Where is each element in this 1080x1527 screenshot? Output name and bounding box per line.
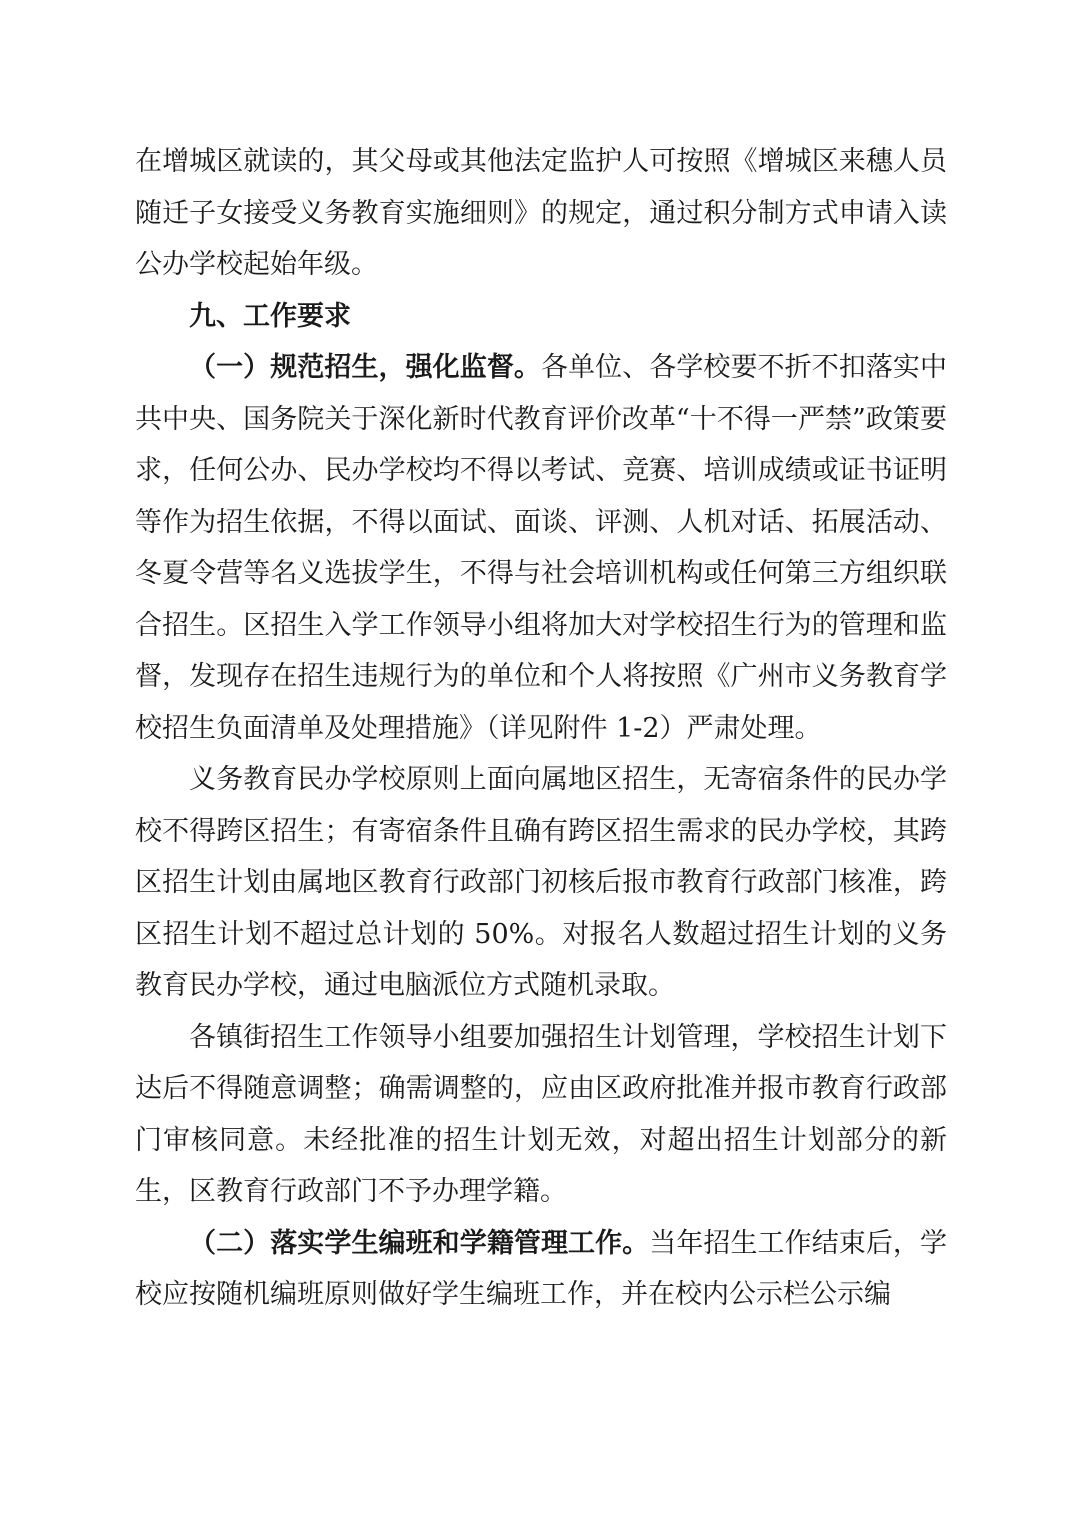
paragraph-class-assignment	[135, 1218, 947, 1321]
paragraph-body-class-assignment: 当年招生工作结束后，学校应按随机编班原则做好学生编班工作，并在校内公示栏公示编	[135, 1227, 948, 1310]
paragraph-body-regulate-enrollment: 各单位、各学校要不折不扣落实中共中央、国务院关于深化新时代教育评价改革“十不得一严禁”政策要求，任何公办、民办学校均不得以考试、竞赛、培训成绩或证书证明等作为招生依据，不得以面试、面谈、评测、人机对话、拓展活动、冬夏令营等名义选拔学生，不得与社会培训机构或任何第三方组织联合招生。区招生入学工作领导小组将加大对学校招生行为的管理和监督，发现存在招生违规行为的单位和个人将按照《广州市义务教育学校招生负面清单及处理措施》（详见附件 1-2）严肃处理。	[135, 352, 948, 744]
paragraph-regulate-enrollment	[135, 342, 947, 754]
paragraph-lead-regulate-enrollment: （一）规范招生，强化监督。	[189, 352, 541, 383]
document-body	[135, 136, 947, 1321]
paragraph-lead-class-assignment: （二）落实学生编班和学籍管理工作。	[189, 1227, 650, 1259]
paragraph-private-schools: 义务教育民办学校原则上面向属地区招生，无寄宿条件的民办学校不得跨区招生；有寄宿条件且确有跨区招生需求的民办学校，其跨区招生计划由属地区教育行政部门初核后报市教育行政部门核准，跨区招生计划不超过总计划的 50%。对报名人数超过招生计划的义务教育民办学校，通过电脑派位方式随机录取。	[135, 764, 947, 1001]
section-heading-work-requirements: 九、工作要求	[189, 300, 351, 332]
paragraph-enrollment-plan: 各镇街招生工作领导小组要加强招生计划管理，学校招生计划下达后不得随意调整；确需调整的，应由区政府批准并报市教育行政部门审核同意。未经批准的招生计划无效，对超出招生计划部分的新生，区教育行政部门不予办理学籍。	[135, 1021, 947, 1207]
paragraph-continuation: 在增城区就读的，其父母或其他法定监护人可按照《增城区来穗人员随迁子女接受义务教育实施细则》的规定，通过积分制方式申请入读公办学校起始年级。	[135, 146, 947, 280]
